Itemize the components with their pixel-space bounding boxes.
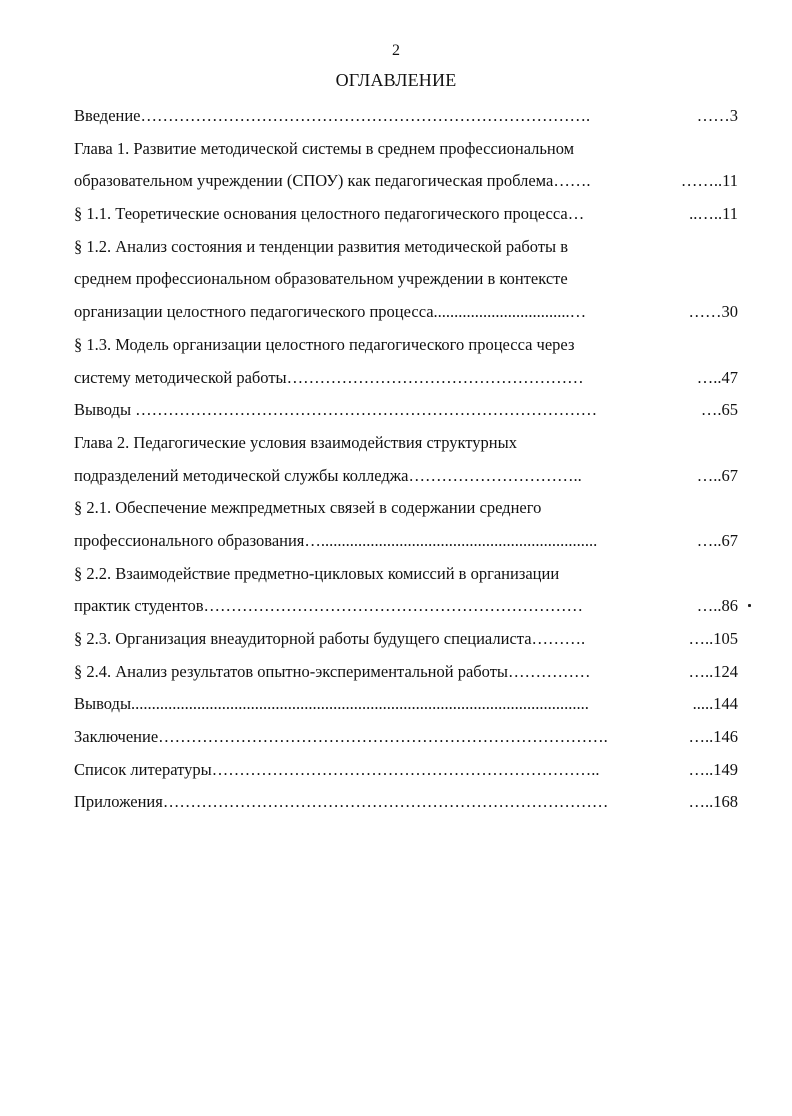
toc-entry-line (74, 656, 659, 689)
toc-entry[interactable] (74, 688, 738, 721)
toc-entry-text: Приложения……………………………………………………………………… (74, 792, 609, 812)
toc-page-number: …..105 (685, 623, 739, 656)
toc-page-number: …..168 (685, 786, 739, 819)
toc-entry-line (74, 688, 659, 721)
toc-entry-text: § 2.2. Взаимодействие предметно-цикловых комиссий в организации (74, 563, 560, 583)
toc-page-number: …..86 (693, 590, 738, 623)
toc-entry-text: среднем профессиональном образовательном учреждении в контексте (74, 269, 568, 289)
toc-entry-line (74, 525, 652, 558)
toc-entry[interactable] (74, 231, 738, 329)
toc-entry-line (74, 460, 642, 493)
toc-entry-line (74, 198, 654, 231)
toc-page-number: …..67 (693, 525, 738, 558)
toc-entry-text: профессионального образования…................................................................... (74, 530, 598, 550)
toc-entry-text: § 1.2. Анализ состояния и тенденции развития методической работы в (74, 236, 569, 256)
toc-entry[interactable] (74, 427, 738, 492)
toc-entry-text: § 2.1. Обеспечение межпредметных связей в содержании среднего (74, 498, 542, 518)
toc-entry-line (74, 786, 659, 819)
toc-entry-text: систему методической работы……………………………………………… (74, 367, 584, 387)
toc-entry-text: подразделений методической службы колледжа………………………….. (74, 465, 582, 485)
toc-entry[interactable] (74, 329, 738, 394)
toc-page-number: …..146 (685, 721, 739, 754)
toc-entry[interactable] (74, 133, 738, 198)
toc-entry[interactable] (74, 100, 738, 133)
toc-entry-line (74, 394, 652, 427)
toc-entry-text: § 1.3. Модель организации целостного педагогического процесса через (74, 334, 575, 354)
toc-page-number: ……30 (685, 296, 739, 329)
toc-entry[interactable] (74, 656, 738, 689)
toc-entry-text: Глава 1. Развитие методической системы в среднем профессиональном (74, 138, 575, 158)
toc-entry-line (74, 100, 659, 133)
toc-page-number: …..67 (693, 460, 738, 493)
toc-page-number: ……..11 (677, 165, 738, 198)
toc-page-number: .....144 (689, 688, 738, 721)
page-number: 2 (392, 42, 400, 59)
toc-entry[interactable] (74, 754, 738, 787)
toc-entry-text: образовательном учреждении (СПОУ) как педагогическая проблема……. (74, 171, 591, 191)
toc-entry[interactable] (74, 394, 738, 427)
toc-page-number: …..47 (693, 362, 738, 395)
toc-entry[interactable] (74, 558, 738, 623)
toc-page-number: ……3 (693, 100, 738, 133)
toc-entry-line (74, 362, 656, 395)
toc-entry[interactable] (74, 623, 738, 656)
toc-entry-line (74, 427, 738, 460)
toc-entry-line (74, 296, 654, 329)
table-of-contents (74, 100, 738, 819)
toc-entry-text: § 2.4. Анализ результатов опытно-экспериментальной работы…………… (74, 661, 591, 681)
toc-entry-line (74, 623, 659, 656)
toc-entry[interactable] (74, 492, 738, 557)
scan-speck (748, 604, 751, 607)
toc-entry-line (74, 263, 738, 296)
toc-page-number: …..149 (685, 754, 739, 787)
toc-page-number: …..124 (685, 656, 739, 689)
toc-entry-text: Глава 2. Педагогические условия взаимодействия структурных (74, 432, 517, 452)
toc-entry-text: § 2.3. Организация внеаудиторной работы будущего специалиста………. (74, 629, 586, 648)
toc-title: ОГЛАВЛЕНИЕ (335, 70, 457, 90)
toc-entry[interactable] (74, 198, 738, 231)
toc-entry-text: § 1.1. Теоретические основания целостного педагогического процесса… (74, 204, 585, 224)
toc-entry-line (74, 133, 738, 166)
toc-entry-line (74, 558, 738, 591)
toc-entry-line (74, 231, 738, 264)
toc-entry-text: Заключение………………………………………………………………………. (74, 727, 608, 747)
toc-page-number: ….65 (697, 394, 738, 427)
toc-entry-line (74, 590, 649, 623)
toc-page-number: ..…..11 (685, 198, 738, 231)
toc-entry-text: Выводы ………………………………………………………………………… (74, 400, 598, 420)
toc-entry-text: Выводы............................................................................................................... (74, 694, 589, 714)
toc-entry-text: Список литературы…………………………………………………………….. (74, 759, 600, 779)
toc-entry[interactable] (74, 786, 738, 819)
toc-entry-text: организации целостного педагогического процесса.................................… (74, 302, 587, 322)
toc-entry-line (74, 329, 738, 362)
toc-entry-text: практик студентов…………………………………………………………… (74, 596, 583, 616)
toc-entry-line (74, 754, 659, 787)
toc-entry-line (74, 492, 738, 525)
toc-entry[interactable] (74, 721, 738, 754)
toc-entry-line (74, 721, 659, 754)
toc-entry-line (74, 165, 661, 198)
toc-entry-text: Введение………………………………………………………………………. (74, 106, 591, 125)
